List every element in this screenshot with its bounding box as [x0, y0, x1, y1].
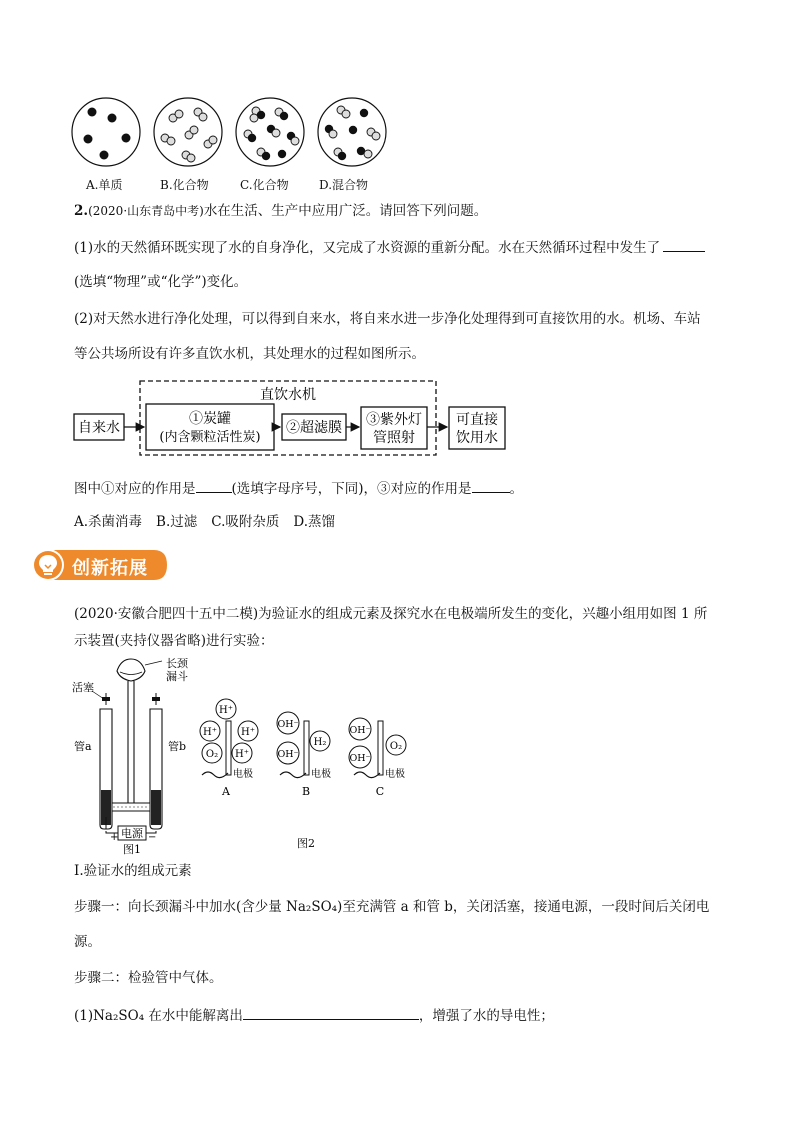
fig2-c-species-2: OH⁻: [349, 753, 371, 764]
water-purifier-flow-diagram: [70, 377, 510, 459]
fig1-caption: 图1: [123, 843, 141, 855]
answer-blank-4[interactable]: [243, 1006, 419, 1020]
fig1-plus-sign: +: [110, 832, 119, 843]
q3-intro-line1: (2020·安徽合肥四十五中二模)为验证水的组成元素及探究水在电极端所发生的变化，兴趣小组用如图 1 所: [74, 606, 708, 622]
q2-fill-line: [74, 479, 523, 498]
fig2-c-electrode-label: 电极: [385, 769, 405, 780]
particle-label-b: B.化合物: [160, 178, 209, 192]
banner-title: 创新拓展: [72, 558, 148, 579]
fig2-b-electrode-label: 电极: [311, 769, 331, 780]
q3-step1-line2: 源。: [74, 934, 101, 950]
flow-node-ultrafilter-label: ②超滤膜: [286, 420, 342, 436]
question-source: (2020·山东青岛中考): [88, 204, 204, 218]
q2-part1-line1: [74, 238, 705, 257]
q3-subq1-line: [74, 1006, 554, 1025]
particle-circle-a: [72, 98, 140, 166]
fill-text-a: 图中①对应的作用是: [74, 481, 196, 497]
question-2-heading: [74, 202, 487, 220]
fig2-c-species-1: OH⁻: [349, 725, 371, 736]
fig2-a-species-1: H⁺: [219, 705, 233, 716]
fig1-funnel-label-2: 漏斗: [166, 670, 188, 683]
section-banner: [30, 547, 170, 583]
q2-options: [74, 513, 335, 531]
q3-step1-line1: 步骤一：向长颈漏斗中加水(含少量 Na₂SO₄)至充满管 a 和管 b，关闭活塞，接通电源，一段时间后关闭电: [74, 899, 710, 915]
q2-part2-line1: (2)对天然水进行净化处理，可以得到自来水，将自来水进一步净化处理得到可直接饮用的水。机场、车站: [74, 311, 701, 327]
q2-part2-line2: 等公共场所设有许多直饮水机，其处理水的过程如图所示。: [74, 346, 425, 362]
fig2-panel-a: [200, 699, 258, 798]
q3-subq1-text-b: ，增强了水的导电性；: [418, 1008, 554, 1024]
fig1-minus-sign: −: [148, 832, 157, 843]
fig2-c-species-3: O₂: [389, 741, 403, 752]
flow-node-uv-label-1: ③紫外灯: [366, 412, 422, 428]
particle-label-d: D.混合物: [319, 178, 369, 192]
fig2-a-electrode-label: 电极: [233, 769, 253, 780]
q3-step2: 步骤二：检验管中气体。: [74, 970, 223, 986]
fig2-label-c: C: [375, 785, 385, 798]
fig2-a-species-5: H⁺: [235, 749, 249, 760]
flow-title: 直饮水机: [260, 387, 316, 403]
fig2-a-species-2: H⁺: [203, 727, 217, 738]
fig2-b-species-2: OH⁻: [277, 749, 299, 760]
flow-node-drinkable-label-1: 可直接: [456, 412, 498, 428]
answer-blank-3[interactable]: [472, 479, 510, 493]
option-a: A.杀菌消毒: [74, 514, 143, 530]
q3-section-1-heading: Ⅰ.验证水的组成元素: [74, 863, 192, 879]
fill-text-c: 。: [509, 481, 524, 497]
answer-blank-2[interactable]: [196, 479, 232, 493]
q2-part1-text: (1)水的天然循环既实现了水的自身净化，又完成了水资源的重新分配。水在天然循环过程中发生了: [74, 240, 661, 256]
question-stem: 水在生活、生产中应用广泛。请回答下列问题。: [203, 203, 488, 219]
fig2-panel-b: [277, 712, 331, 798]
option-d: D.蒸馏: [293, 514, 336, 530]
fig2-a-species-4: O₂: [205, 749, 219, 760]
particle-circle-c: [236, 98, 304, 166]
fig2-a-species-3: H⁺: [241, 727, 255, 738]
figure-2-electrode-reactions: [196, 695, 416, 855]
particle-label-a: A.单质: [86, 178, 123, 192]
question-number: 2.: [74, 203, 89, 219]
q3-intro-line2: 示装置(夹持仪器省略)进行实验：: [74, 633, 274, 649]
fig2-label-b: B: [301, 785, 311, 798]
fig2-label-a: A: [222, 785, 230, 798]
fig1-power-label: 电源: [121, 827, 143, 840]
flow-node-carbon-label-1: ①炭罐: [189, 411, 231, 427]
lightbulb-icon: [37, 553, 59, 577]
fill-text-b: (选填字母序号，下同)，③对应的作用是: [231, 481, 472, 497]
fig1-funnel-label-1: 长颈: [166, 657, 188, 670]
flow-node-carbon-label-2: (内含颗粒活性炭): [159, 430, 261, 445]
fig1-stopcock-label: 活塞: [72, 681, 94, 694]
flow-node-uv-label-2: 管照射: [373, 430, 415, 446]
particle-circle-d: [318, 98, 386, 166]
fig2-panel-c: [349, 718, 406, 798]
fig2-b-species-1: OH⁻: [277, 719, 299, 730]
q2-part1-line2: (选填“物理”或“化学”)变化。: [74, 274, 248, 290]
fig1-tube-b-label: 管b: [168, 740, 187, 753]
flow-node-drinkable-label-2: 饮用水: [456, 430, 498, 446]
flow-node-tap-water-label: 自来水: [78, 420, 120, 436]
answer-blank-1[interactable]: [663, 238, 705, 252]
particle-label-c: C.化合物: [240, 178, 289, 192]
option-c: C.吸附杂质: [211, 514, 280, 530]
figure-1-electrolysis-apparatus: [70, 655, 200, 855]
fig1-tube-a-label: 管a: [74, 740, 92, 753]
fig2-caption: 图2: [297, 837, 315, 850]
q3-subq1-text-a: (1)Na₂SO₄ 在水中能解离出: [74, 1008, 243, 1024]
fig2-b-species-3: H₂: [313, 737, 327, 748]
option-b: B.过滤: [156, 514, 198, 530]
particle-circle-b: [154, 98, 222, 166]
